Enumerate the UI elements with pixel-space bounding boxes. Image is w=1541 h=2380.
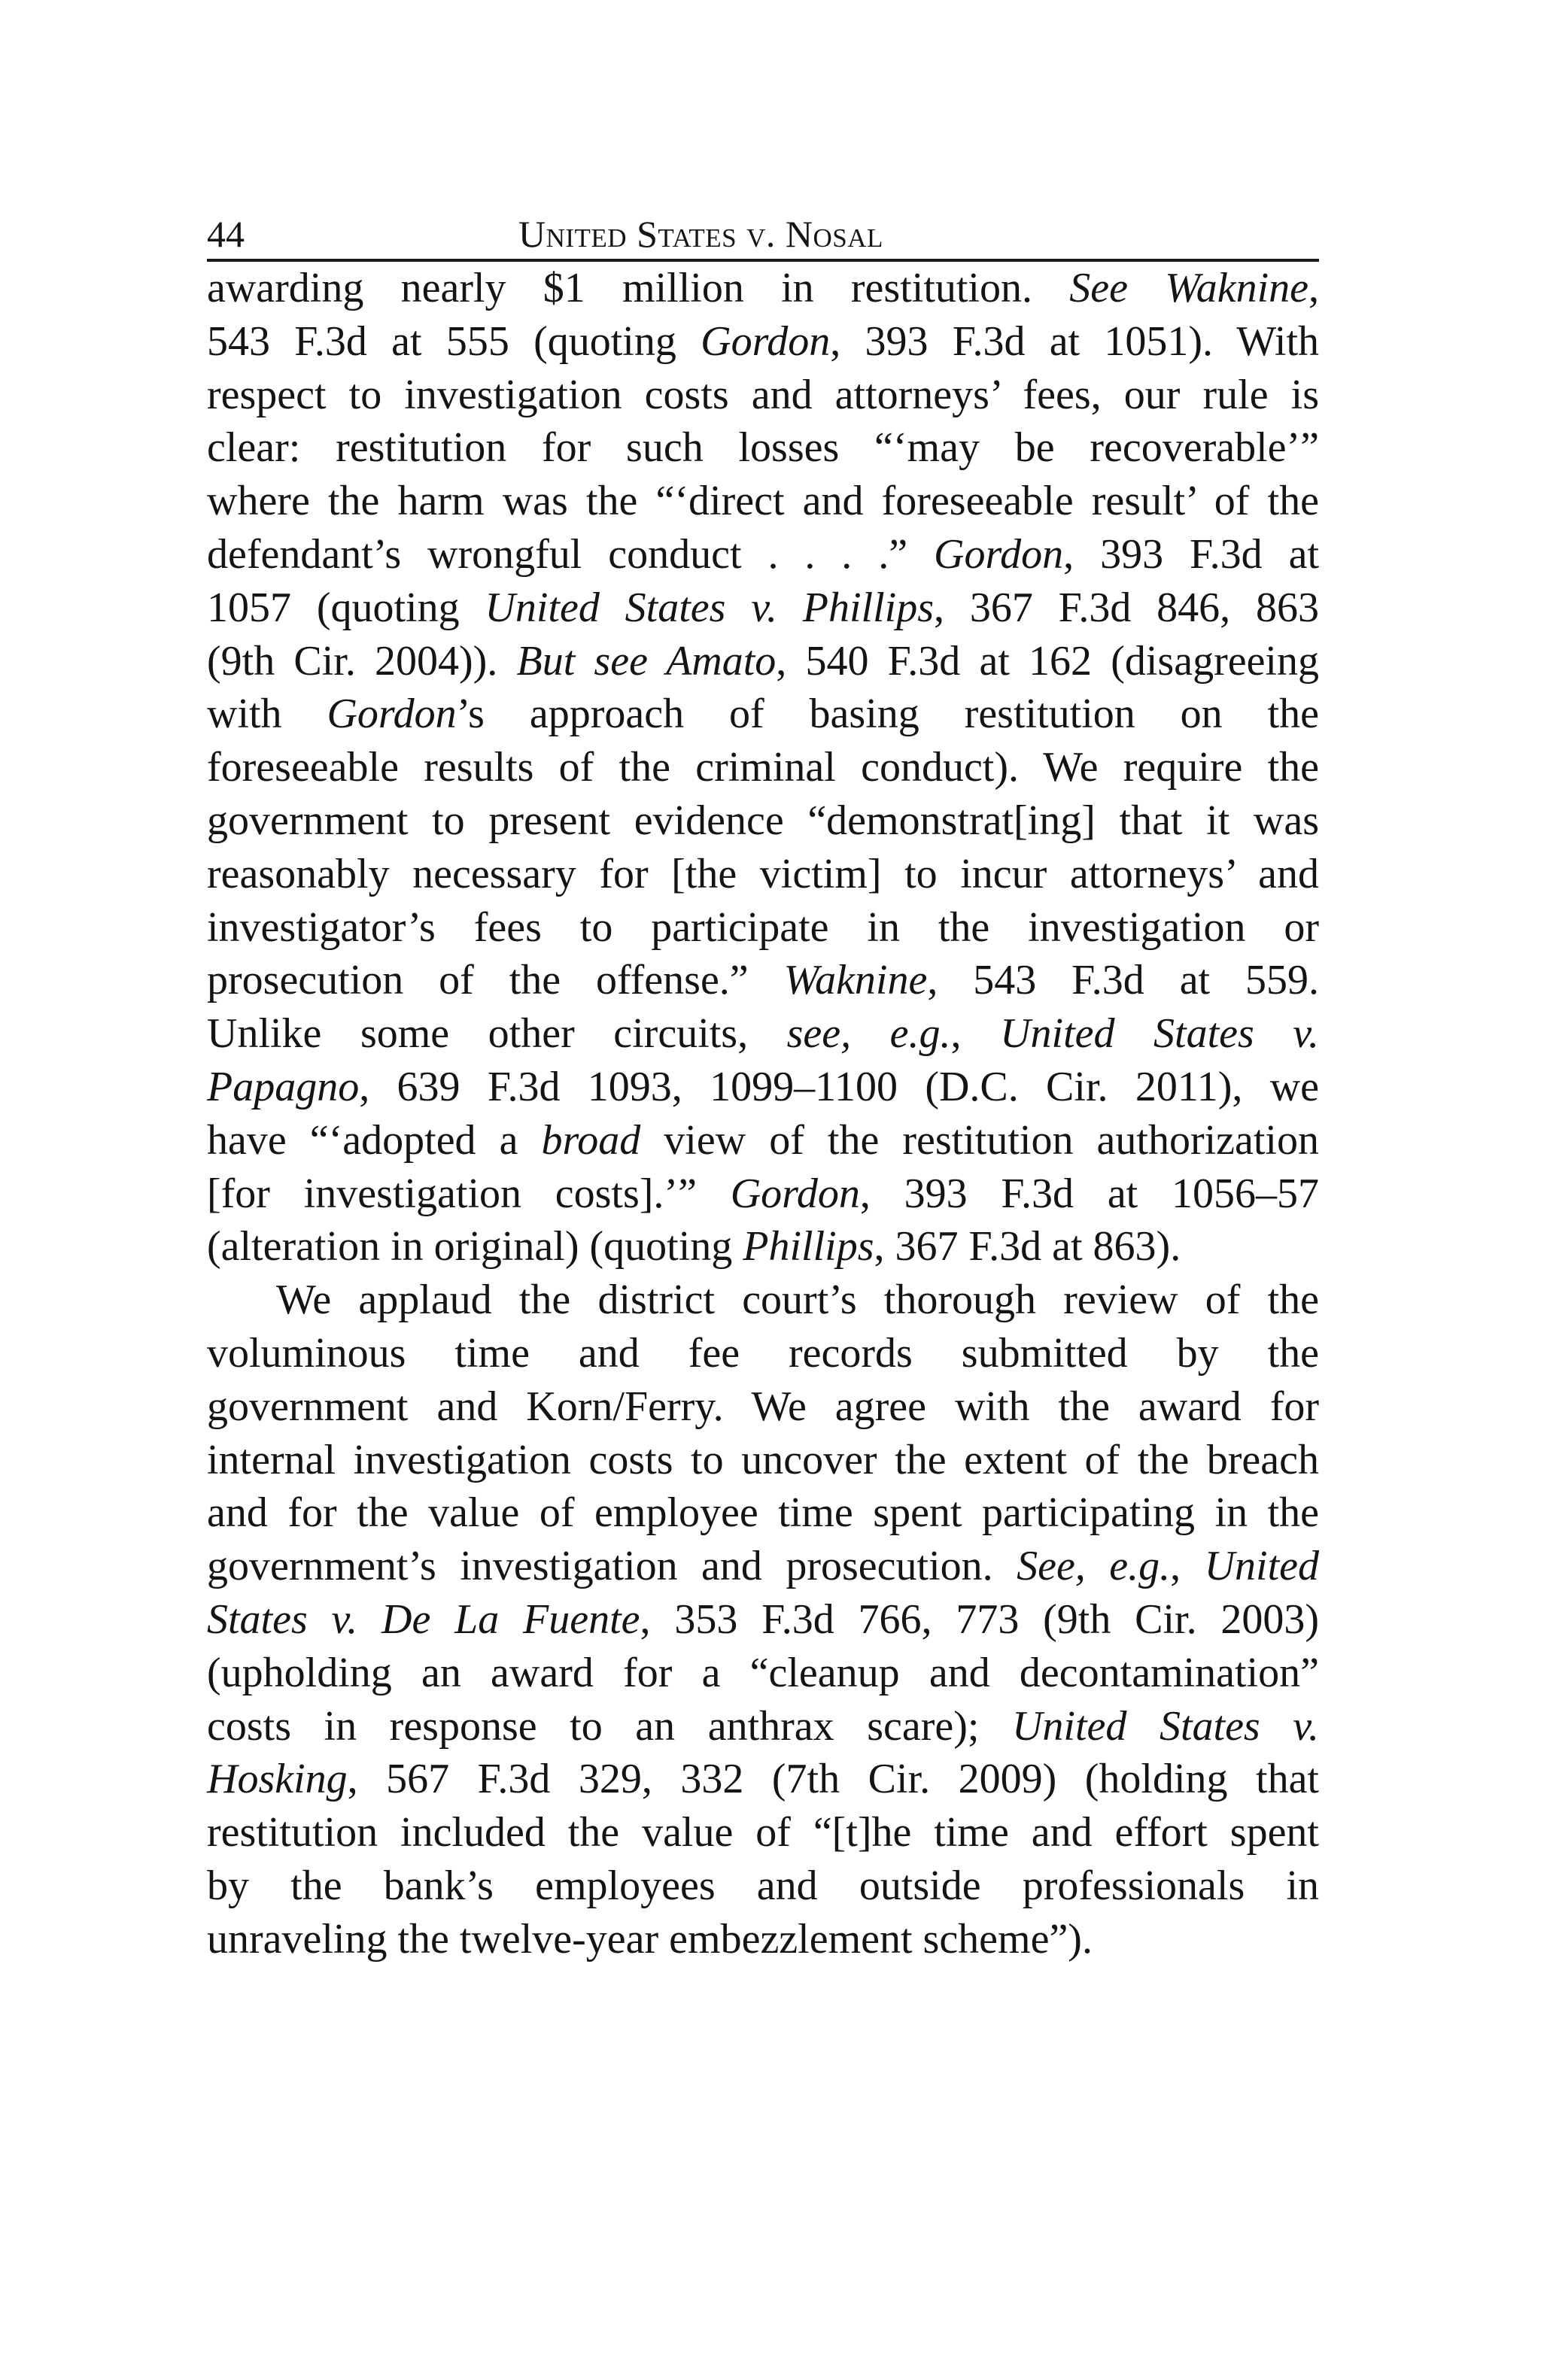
case-citation-italic: Waknine (783, 957, 928, 1004)
text-line: We applaud the district court’s thorough review of the (276, 1277, 1319, 1324)
text-line: [for investigation costs].’” Gordon, 393 F.3d at 1056–57 (207, 1170, 1319, 1217)
text-line: 543 F.3d at 555 (quoting Gordon, 393 F.3d at 1051). With (207, 317, 1319, 365)
case-citation-italic: States v. De La Fuente (207, 1595, 640, 1643)
text-line: (9th Cir. 2004)). But see Amato, 540 F.3d at 162 (disagreeing (207, 637, 1319, 685)
text-line: respect to investigation costs and attorneys’ fees, our rule is (207, 371, 1319, 418)
case-citation-italic: United States v. (1011, 1702, 1319, 1750)
text-line: costs in response to an anthrax scare); United States v. (207, 1702, 1319, 1750)
text-line: defendant’s wrongful conduct . . . .” Gordon, 393 F.3d at (207, 530, 1319, 578)
text-line: internal investigation costs to uncover the extent of the breach (207, 1436, 1319, 1483)
case-citation-italic: Gordon (730, 1170, 860, 1217)
paragraph-restitution-standard (207, 262, 1319, 1273)
text-line: Unlike some other circuits, see, e.g., United States v. (207, 1010, 1319, 1058)
text-line: have “‘adopted a broad view of the restitution authorization (207, 1116, 1319, 1164)
opinion-body (207, 262, 1319, 1966)
paragraph-district-court-review (207, 1273, 1319, 1966)
case-citation-italic: See, e.g. (1017, 1543, 1171, 1590)
text-line: Papagno, 639 F.3d 1093, 1099–1100 (D.C. Cir. 2011), we (207, 1063, 1319, 1110)
text-line: restitution included the value of “[t]he time and effort spent (207, 1809, 1319, 1856)
text-line: prosecution of the offense.” Waknine, 543 F.3d at 559. (207, 957, 1319, 1004)
text-line: foreseeable results of the criminal conduct). We require the (207, 744, 1319, 791)
text-line: voluminous time and fee records submitted by the (207, 1329, 1319, 1377)
case-citation-italic: But see Amato (516, 637, 777, 685)
case-citation-italic: Gordon (934, 530, 1064, 578)
case-title: United States v. Nosal (518, 213, 883, 255)
case-citation-italic: United (1204, 1543, 1320, 1590)
text-line: States v. De La Fuente, 353 F.3d 766, 773 (9th Cir. 2003) (207, 1595, 1320, 1643)
case-citation-italic: Gordon (327, 691, 457, 738)
case-citation-italic: Phillips (743, 1223, 874, 1270)
text-line: by the bank’s employees and outside professionals in (207, 1862, 1319, 1909)
running-header (207, 203, 1319, 262)
case-citation-italic: United States v. (1000, 1010, 1319, 1058)
case-citation-italic: United States v. Phillips (485, 584, 935, 631)
text-line: and for the value of employee time spent participating in the (207, 1489, 1319, 1537)
case-citation-italic: Hosking (207, 1756, 348, 1803)
text-line: reasonably necessary for [the victim] to incur attorneys’ and (207, 850, 1319, 897)
page-number: 44 (207, 213, 245, 255)
text-line: (upholding an award for a “cleanup and decontamination” (207, 1649, 1319, 1696)
text-line: clear: restitution for such losses “‘may be recoverable’” (207, 424, 1319, 472)
case-citation-italic: Papagno (207, 1063, 360, 1110)
text-line: where the harm was the “‘direct and foreseeable result’ of the (207, 478, 1319, 525)
text-line: Hosking, 567 F.3d 329, 332 (7th Cir. 2009) (holding that (207, 1756, 1319, 1803)
text-line: government’s investigation and prosecution. See, e.g., United (207, 1543, 1320, 1590)
text-line: with Gordon’s approach of basing restitution on the (207, 691, 1319, 738)
case-citation-italic: Gordon (701, 317, 831, 365)
text-line: awarding nearly $1 million in restitution. See Waknine, (207, 265, 1319, 311)
text-line: 1057 (quoting United States v. Phillips, 367 F.3d 846, 863 (207, 584, 1319, 631)
text-line: (alteration in original) (quoting Phillips, 367 F.3d at 863). (207, 1223, 1181, 1270)
text-line: government and Korn/Ferry. We agree with the award for (207, 1383, 1319, 1430)
case-citation-italic: broad (541, 1116, 641, 1164)
text-line: government to present evidence “demonstrat[ing] that it was (207, 797, 1319, 844)
page (207, 203, 1319, 1966)
text-line: investigator’s fees to participate in the investigation or (207, 903, 1319, 951)
case-citation-italic: see, e.g. (786, 1010, 951, 1058)
text-line: unraveling the twelve-year embezzlement scheme”). (207, 1915, 1093, 1963)
case-citation-italic: See Waknine (1069, 265, 1308, 311)
